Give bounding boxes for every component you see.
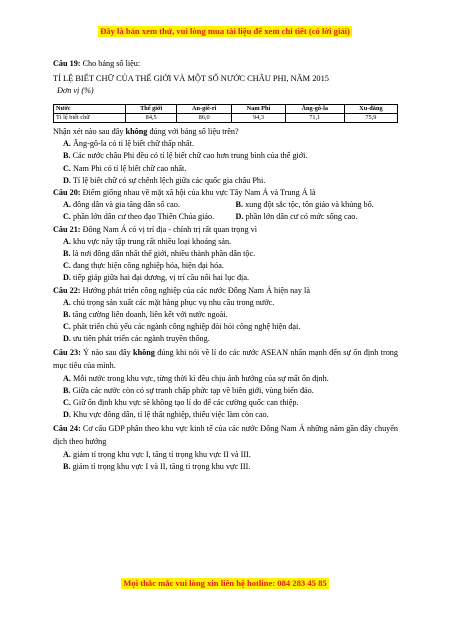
answer-option <box>53 248 398 260</box>
option-text: đông dân và gia tăng dân số cao. <box>70 200 180 210</box>
prompt-text: Nhận xét nào sau đây <box>53 126 126 136</box>
preview-banner <box>0 26 450 37</box>
answer-option <box>53 211 226 223</box>
answer-option <box>53 297 398 309</box>
answer-option <box>226 199 399 211</box>
option-letter: D. <box>235 212 244 222</box>
preview-banner-text: Đây là bản xem thử, vui lòng mua tài liệu để xem chi tiết (có lời giải) <box>100 26 350 36</box>
question-text: Đông Nam Á có vị trí địa - chính trị rất quan trọng vì <box>80 224 257 234</box>
table-cell: 86,0 <box>177 113 232 122</box>
answer-option <box>53 449 398 461</box>
prompt-emphasis: không <box>125 126 148 136</box>
table-header-row <box>54 104 398 113</box>
option-letter: D. <box>63 410 71 420</box>
table-row <box>54 113 398 122</box>
answer-option <box>53 373 398 385</box>
option-text: Ăng-gô-la có tỉ lệ biết chữ thấp nhất. <box>70 139 194 149</box>
prompt-text: đúng với bảng số liệu trên? <box>147 126 239 136</box>
question-text: đúng khi nói về lí do các nước ASEAN nhấn mạnh đến sự ổn định trong mục tiêu của mình. <box>53 347 398 371</box>
answer-option <box>53 385 398 397</box>
answer-option <box>53 260 398 272</box>
option-text: Tỉ lệ biết chữ có sự chênh lệch giữa các quốc gia châu Phi. <box>70 175 266 185</box>
option-text: chú trọng sản xuất các mặt hàng phục vụ nhu cầu trong nước. <box>70 297 275 307</box>
table-cell: 75,9 <box>344 113 397 122</box>
table-cell: 84,5 <box>126 113 177 122</box>
option-text: phát triển chủ yếu các ngành công nghiệp đòi hỏi công nghệ hiện đại. <box>70 322 301 332</box>
answer-row <box>53 211 398 223</box>
option-letter: C. <box>63 163 71 173</box>
option-text: ưu tiên phát triển các ngành truyền thống. <box>70 334 210 344</box>
table-header-cell: Nam Phi <box>232 104 286 113</box>
option-text: tăng cường liên doanh, liên kết với nước ngoài. <box>70 310 228 320</box>
answer-option <box>53 333 398 345</box>
option-letter: B. <box>63 386 71 396</box>
question-label: Câu 19: <box>53 59 81 68</box>
table-header-cell: Thế giới <box>126 104 177 113</box>
option-text: Mỗi nước trong khu vực, từng thời kì đều chịu ảnh hưởng của sự mất ổn định. <box>70 373 329 383</box>
question-20 <box>53 187 398 199</box>
question-22 <box>53 285 398 297</box>
answer-option <box>53 163 398 175</box>
option-text: phần lớn dân cư có mức sống cao. <box>243 212 358 222</box>
table-unit: Đơn vị (%) <box>57 86 94 96</box>
question-label: Câu 23: <box>53 347 81 357</box>
option-text: phần lớn dân cư theo đạo Thiên Chúa giáo. <box>70 212 215 222</box>
option-text: tiếp giáp giữa hai đại dương, vị trí cầu nối hai lục địa. <box>70 273 250 283</box>
question-text: Cho bảng số liệu: <box>80 59 141 68</box>
question-21 <box>53 224 398 236</box>
table-title: TỈ LỆ BIẾT CHỮ CỦA THẾ GIỚI VÀ MỘT SỐ NƯỚC CHÂU PHI, NĂM 2015 <box>53 74 329 84</box>
answer-option <box>53 461 398 473</box>
option-text: đang thực hiện công nghiệp hóa, hiện đại hóa. <box>70 261 224 271</box>
question-label: Câu 22: <box>53 285 81 295</box>
answer-option <box>53 409 398 421</box>
table-header-cell: Nước <box>54 104 126 113</box>
question-emphasis: không <box>133 347 155 357</box>
answer-option <box>53 309 398 321</box>
option-letter: A. <box>63 373 71 383</box>
option-text: giảm tỉ trọng khu vực I, tăng tỉ trọng khu vực II và III. <box>70 449 251 459</box>
option-text: là nơi đông dân nhất thế giới, nhiều thành phần dân tộc. <box>70 249 256 259</box>
option-text: Các nước châu Phi đều có tỉ lệ biết chữ cao hơn trung bình của thế giới. <box>70 151 308 161</box>
option-letter: B. <box>63 462 71 472</box>
question-19 <box>53 58 398 70</box>
answer-option <box>53 272 398 284</box>
option-letter: C. <box>63 322 71 332</box>
answer-option <box>53 321 398 333</box>
answer-option <box>53 199 226 211</box>
option-letter: B. <box>63 151 71 161</box>
answer-option <box>53 150 398 162</box>
answer-option <box>53 397 398 409</box>
hotline-banner-text: Mọi thắc mắc vui lòng xin liên hệ hotline: 084 283 45 85 <box>123 578 327 588</box>
answer-option <box>226 211 399 223</box>
option-letter: C. <box>63 261 71 271</box>
option-text: Giữa các nước còn có sự tranh chấp phức tạp về biên giới, vùng biển đảo. <box>70 386 314 396</box>
option-letter: B. <box>63 310 71 320</box>
answer-row <box>53 199 398 211</box>
option-letter: D. <box>63 334 71 344</box>
question-prompt <box>53 126 398 138</box>
option-letter: C. <box>63 398 71 408</box>
question-label: Câu 21: <box>53 224 81 234</box>
option-text: giảm tỉ trọng khu vực I và II, tăng tỉ trọng khu vực III. <box>70 462 251 472</box>
question-text: Cơ cấu GDP phân theo khu vực kinh tế của các nước Đông Nam Á những năm gần đây chuyển dịch theo hướng <box>53 423 398 447</box>
answer-option <box>53 175 398 187</box>
option-letter: A. <box>63 449 71 459</box>
hotline-banner <box>0 578 450 589</box>
option-letter: D. <box>63 175 71 185</box>
option-letter: D. <box>63 273 71 283</box>
option-text: khu vực này tập trung rất nhiều loại khoáng sản. <box>70 236 232 246</box>
option-text: Khu vực đông dân, tỉ lệ thất nghiệp, thiếu việc làm còn cao. <box>70 410 269 420</box>
question-label: Câu 20: <box>53 188 81 197</box>
table-header-cell: Xu-đăng <box>344 104 397 113</box>
option-letter: A. <box>63 297 71 307</box>
option-letter: B. <box>63 249 71 259</box>
option-text: Giữ ổn định khu vực sẽ không tạo lí do để các cường quốc can thiệp. <box>70 398 299 408</box>
table-cell: 71,1 <box>285 113 344 122</box>
table-header-cell: Ăng-gô-la <box>285 104 344 113</box>
answer-option <box>53 236 398 248</box>
option-letter: A. <box>63 200 71 210</box>
option-text: xung đột sắc tộc, tôn giáo và khủng bố. <box>243 200 374 210</box>
option-letter: C. <box>63 212 71 222</box>
question-text: Ý nào sau đây <box>80 347 134 357</box>
option-letter: B. <box>235 200 244 210</box>
document-content <box>53 58 398 473</box>
question-23 <box>53 346 398 373</box>
question-label: Câu 24: <box>53 423 81 433</box>
question-text: Điểm giống nhau về mặt xã hội của khu vực Tây Nam Á và Trung Á là <box>80 188 316 197</box>
option-letter: A. <box>63 236 71 246</box>
option-text: Nam Phi có tỉ lệ biết chữ cao nhất. <box>70 163 187 173</box>
answer-option <box>53 138 398 150</box>
question-24 <box>53 422 398 449</box>
option-letter: A. <box>63 139 71 149</box>
table-row-label: Tỉ lệ biết chữ <box>54 113 126 122</box>
data-table <box>53 104 398 123</box>
table-header-cell: An-giê-ri <box>177 104 232 113</box>
question-text: Hướng phát triển công nghiệp của các nước Đông Nam Á hiện nay là <box>80 285 310 295</box>
table-cell: 94,3 <box>232 113 286 122</box>
